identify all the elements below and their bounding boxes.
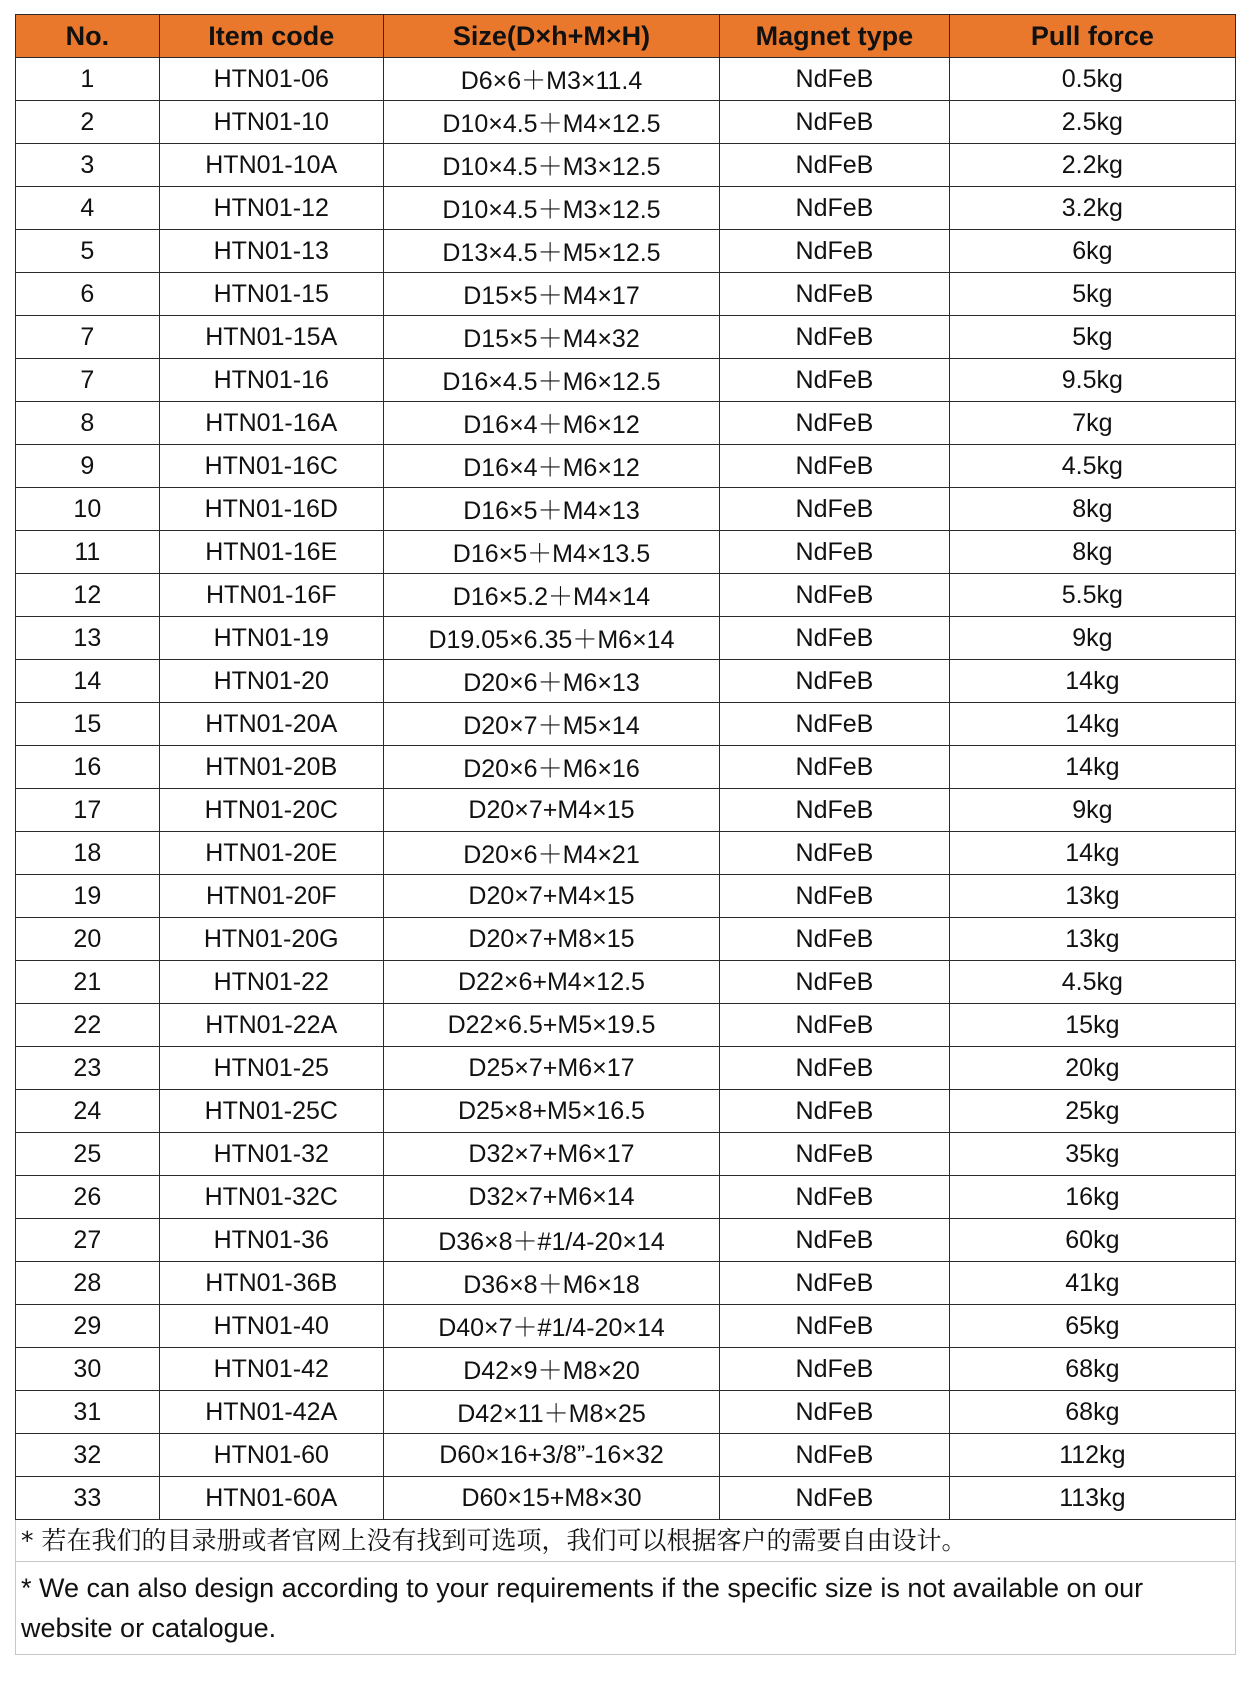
cell-magnet-type: NdFeB bbox=[720, 918, 950, 961]
cell-size: D25×8+M5×16.5 bbox=[383, 1090, 719, 1133]
cell-pull-force: 5kg bbox=[949, 273, 1235, 316]
table-row bbox=[16, 961, 1236, 1004]
cell-pull-force: 68kg bbox=[949, 1348, 1235, 1391]
cell-magnet-type: NdFeB bbox=[720, 1176, 950, 1219]
cell-pull-force: 0.5kg bbox=[949, 58, 1235, 101]
cell-no: 8 bbox=[16, 402, 160, 445]
cell-pull-force: 6kg bbox=[949, 230, 1235, 273]
table-header-row bbox=[16, 15, 1236, 58]
header-no: No. bbox=[16, 15, 160, 58]
cell-no: 15 bbox=[16, 703, 160, 746]
cell-item-code: HTN01-22 bbox=[159, 961, 383, 1004]
cell-size: D10×4.5＋M4×12.5 bbox=[383, 101, 719, 144]
table-row bbox=[16, 187, 1236, 230]
cell-pull-force: 68kg bbox=[949, 1391, 1235, 1434]
cell-pull-force: 112kg bbox=[949, 1434, 1235, 1477]
cell-size: D20×6＋M4×21 bbox=[383, 832, 719, 875]
cell-item-code: HTN01-15 bbox=[159, 273, 383, 316]
cell-pull-force: 20kg bbox=[949, 1047, 1235, 1090]
table-row bbox=[16, 1090, 1236, 1133]
cell-no: 6 bbox=[16, 273, 160, 316]
cell-size: D20×6＋M6×16 bbox=[383, 746, 719, 789]
cell-no: 20 bbox=[16, 918, 160, 961]
cell-no: 3 bbox=[16, 144, 160, 187]
cell-size: D15×5＋M4×17 bbox=[383, 273, 719, 316]
cell-pull-force: 25kg bbox=[949, 1090, 1235, 1133]
cell-item-code: HTN01-20C bbox=[159, 789, 383, 832]
cell-size: D16×5＋M4×13 bbox=[383, 488, 719, 531]
cell-size: D20×7+M8×15 bbox=[383, 918, 719, 961]
table-row bbox=[16, 1004, 1236, 1047]
cell-item-code: HTN01-60 bbox=[159, 1434, 383, 1477]
cell-item-code: HTN01-19 bbox=[159, 617, 383, 660]
cell-size: D40×7＋#1/4-20×14 bbox=[383, 1305, 719, 1348]
cell-magnet-type: NdFeB bbox=[720, 1434, 950, 1477]
cell-size: D20×7+M4×15 bbox=[383, 789, 719, 832]
cell-size: D16×5.2＋M4×14 bbox=[383, 574, 719, 617]
cell-magnet-type: NdFeB bbox=[720, 1391, 950, 1434]
cell-pull-force: 4.5kg bbox=[949, 961, 1235, 1004]
cell-item-code: HTN01-20G bbox=[159, 918, 383, 961]
table-row bbox=[16, 918, 1236, 961]
cell-pull-force: 9kg bbox=[949, 789, 1235, 832]
table-row bbox=[16, 101, 1236, 144]
cell-magnet-type: NdFeB bbox=[720, 1047, 950, 1090]
cell-item-code: HTN01-20E bbox=[159, 832, 383, 875]
cell-pull-force: 16kg bbox=[949, 1176, 1235, 1219]
cell-no: 22 bbox=[16, 1004, 160, 1047]
table-row bbox=[16, 574, 1236, 617]
cell-magnet-type: NdFeB bbox=[720, 574, 950, 617]
cell-no: 21 bbox=[16, 961, 160, 1004]
cell-magnet-type: NdFeB bbox=[720, 1477, 950, 1520]
cell-magnet-type: NdFeB bbox=[720, 1090, 950, 1133]
cell-no: 33 bbox=[16, 1477, 160, 1520]
cell-size: D16×4＋M6×12 bbox=[383, 402, 719, 445]
cell-size: D16×5＋M4×13.5 bbox=[383, 531, 719, 574]
cell-no: 2 bbox=[16, 101, 160, 144]
cell-item-code: HTN01-16C bbox=[159, 445, 383, 488]
cell-size: D42×11＋M8×25 bbox=[383, 1391, 719, 1434]
cell-no: 14 bbox=[16, 660, 160, 703]
cell-magnet-type: NdFeB bbox=[720, 402, 950, 445]
table-row bbox=[16, 230, 1236, 273]
table-row bbox=[16, 531, 1236, 574]
table-row bbox=[16, 617, 1236, 660]
cell-item-code: HTN01-20 bbox=[159, 660, 383, 703]
cell-pull-force: 8kg bbox=[949, 531, 1235, 574]
cell-item-code: HTN01-32C bbox=[159, 1176, 383, 1219]
cell-no: 23 bbox=[16, 1047, 160, 1090]
cell-pull-force: 3.2kg bbox=[949, 187, 1235, 230]
table-row bbox=[16, 1348, 1236, 1391]
cell-item-code: HTN01-16F bbox=[159, 574, 383, 617]
cell-item-code: HTN01-20F bbox=[159, 875, 383, 918]
table-row bbox=[16, 316, 1236, 359]
cell-item-code: HTN01-16A bbox=[159, 402, 383, 445]
cell-item-code: HTN01-32 bbox=[159, 1133, 383, 1176]
cell-size: D32×7+M6×17 bbox=[383, 1133, 719, 1176]
table-row bbox=[16, 445, 1236, 488]
cell-item-code: HTN01-10 bbox=[159, 101, 383, 144]
table-row bbox=[16, 402, 1236, 445]
cell-pull-force: 5.5kg bbox=[949, 574, 1235, 617]
cell-size: D10×4.5＋M3×12.5 bbox=[383, 187, 719, 230]
cell-item-code: HTN01-22A bbox=[159, 1004, 383, 1047]
cell-magnet-type: NdFeB bbox=[720, 703, 950, 746]
cell-magnet-type: NdFeB bbox=[720, 359, 950, 402]
cell-pull-force: 15kg bbox=[949, 1004, 1235, 1047]
cell-item-code: HTN01-16 bbox=[159, 359, 383, 402]
cell-item-code: HTN01-20A bbox=[159, 703, 383, 746]
cell-pull-force: 8kg bbox=[949, 488, 1235, 531]
cell-pull-force: 9.5kg bbox=[949, 359, 1235, 402]
cell-no: 11 bbox=[16, 531, 160, 574]
note-english: * We can also design according to your requirements if the specific size is not available on our website or catalogue. bbox=[21, 1573, 1144, 1643]
cell-no: 7 bbox=[16, 359, 160, 402]
note-chinese: * 若在我们的目录册或者官网上没有找到可选项，我们可以根据客户的需要自由设计。 bbox=[16, 1520, 1235, 1562]
cell-magnet-type: NdFeB bbox=[720, 488, 950, 531]
table-row bbox=[16, 703, 1236, 746]
table-row bbox=[16, 1477, 1236, 1520]
table-row bbox=[16, 875, 1236, 918]
cell-magnet-type: NdFeB bbox=[720, 746, 950, 789]
cell-item-code: HTN01-13 bbox=[159, 230, 383, 273]
cell-magnet-type: NdFeB bbox=[720, 1219, 950, 1262]
cell-item-code: HTN01-06 bbox=[159, 58, 383, 101]
cell-size: D15×5＋M4×32 bbox=[383, 316, 719, 359]
cell-size: D16×4＋M6×12 bbox=[383, 445, 719, 488]
cell-magnet-type: NdFeB bbox=[720, 187, 950, 230]
cell-pull-force: 14kg bbox=[949, 746, 1235, 789]
table-row bbox=[16, 1262, 1236, 1305]
cell-pull-force: 35kg bbox=[949, 1133, 1235, 1176]
cell-magnet-type: NdFeB bbox=[720, 1305, 950, 1348]
cell-magnet-type: NdFeB bbox=[720, 316, 950, 359]
cell-no: 26 bbox=[16, 1176, 160, 1219]
cell-magnet-type: NdFeB bbox=[720, 230, 950, 273]
cell-pull-force: 14kg bbox=[949, 703, 1235, 746]
cell-item-code: HTN01-36 bbox=[159, 1219, 383, 1262]
cell-pull-force: 14kg bbox=[949, 660, 1235, 703]
cell-pull-force: 2.2kg bbox=[949, 144, 1235, 187]
cell-pull-force: 14kg bbox=[949, 832, 1235, 875]
cell-size: D20×7+M4×15 bbox=[383, 875, 719, 918]
cell-no: 5 bbox=[16, 230, 160, 273]
cell-no: 30 bbox=[16, 1348, 160, 1391]
cell-no: 19 bbox=[16, 875, 160, 918]
table-row bbox=[16, 1133, 1236, 1176]
header-size: Size(D×h+M×H) bbox=[383, 15, 719, 58]
table-row bbox=[16, 144, 1236, 187]
cell-magnet-type: NdFeB bbox=[720, 1004, 950, 1047]
cell-magnet-type: NdFeB bbox=[720, 961, 950, 1004]
cell-item-code: HTN01-10A bbox=[159, 144, 383, 187]
header-item-code: Item code bbox=[159, 15, 383, 58]
cell-magnet-type: NdFeB bbox=[720, 58, 950, 101]
cell-no: 9 bbox=[16, 445, 160, 488]
notes-box bbox=[15, 1520, 1236, 1655]
cell-pull-force: 4.5kg bbox=[949, 445, 1235, 488]
table-row bbox=[16, 359, 1236, 402]
table-row bbox=[16, 1219, 1236, 1262]
cell-no: 7 bbox=[16, 316, 160, 359]
cell-item-code: HTN01-15A bbox=[159, 316, 383, 359]
cell-magnet-type: NdFeB bbox=[720, 789, 950, 832]
cell-pull-force: 13kg bbox=[949, 875, 1235, 918]
table-row bbox=[16, 789, 1236, 832]
cell-no: 18 bbox=[16, 832, 160, 875]
cell-size: D36×8＋#1/4-20×14 bbox=[383, 1219, 719, 1262]
cell-no: 29 bbox=[16, 1305, 160, 1348]
cell-no: 24 bbox=[16, 1090, 160, 1133]
cell-no: 28 bbox=[16, 1262, 160, 1305]
cell-size: D60×16+3/8”-16×32 bbox=[383, 1434, 719, 1477]
cell-size: D13×4.5＋M5×12.5 bbox=[383, 230, 719, 273]
cell-no: 1 bbox=[16, 58, 160, 101]
cell-size: D22×6.5+M5×19.5 bbox=[383, 1004, 719, 1047]
cell-size: D42×9＋M8×20 bbox=[383, 1348, 719, 1391]
table-row bbox=[16, 832, 1236, 875]
cell-item-code: HTN01-16D bbox=[159, 488, 383, 531]
cell-size: D10×4.5＋M3×12.5 bbox=[383, 144, 719, 187]
cell-no: 16 bbox=[16, 746, 160, 789]
cell-no: 13 bbox=[16, 617, 160, 660]
magnet-spec-table bbox=[15, 14, 1236, 1520]
cell-magnet-type: NdFeB bbox=[720, 1133, 950, 1176]
cell-item-code: HTN01-60A bbox=[159, 1477, 383, 1520]
cell-no: 17 bbox=[16, 789, 160, 832]
cell-magnet-type: NdFeB bbox=[720, 144, 950, 187]
cell-size: D32×7+M6×14 bbox=[383, 1176, 719, 1219]
cell-size: D6×6＋M3×11.4 bbox=[383, 58, 719, 101]
cell-pull-force: 13kg bbox=[949, 918, 1235, 961]
cell-item-code: HTN01-42A bbox=[159, 1391, 383, 1434]
table-row bbox=[16, 1391, 1236, 1434]
header-pull-force: Pull force bbox=[949, 15, 1235, 58]
cell-pull-force: 2.5kg bbox=[949, 101, 1235, 144]
cell-item-code: HTN01-25 bbox=[159, 1047, 383, 1090]
cell-pull-force: 60kg bbox=[949, 1219, 1235, 1262]
cell-item-code: HTN01-12 bbox=[159, 187, 383, 230]
cell-no: 32 bbox=[16, 1434, 160, 1477]
cell-magnet-type: NdFeB bbox=[720, 660, 950, 703]
cell-magnet-type: NdFeB bbox=[720, 617, 950, 660]
spec-sheet bbox=[15, 14, 1236, 1655]
cell-item-code: HTN01-40 bbox=[159, 1305, 383, 1348]
cell-item-code: HTN01-36B bbox=[159, 1262, 383, 1305]
cell-no: 12 bbox=[16, 574, 160, 617]
cell-size: D36×8＋M6×18 bbox=[383, 1262, 719, 1305]
cell-pull-force: 113kg bbox=[949, 1477, 1235, 1520]
cell-size: D20×7＋M5×14 bbox=[383, 703, 719, 746]
table-row bbox=[16, 273, 1236, 316]
cell-size: D25×7+M6×17 bbox=[383, 1047, 719, 1090]
cell-size: D19.05×6.35＋M6×14 bbox=[383, 617, 719, 660]
table-row bbox=[16, 58, 1236, 101]
cell-item-code: HTN01-42 bbox=[159, 1348, 383, 1391]
cell-pull-force: 7kg bbox=[949, 402, 1235, 445]
cell-no: 27 bbox=[16, 1219, 160, 1262]
table-row bbox=[16, 1176, 1236, 1219]
cell-magnet-type: NdFeB bbox=[720, 273, 950, 316]
cell-magnet-type: NdFeB bbox=[720, 1348, 950, 1391]
cell-magnet-type: NdFeB bbox=[720, 531, 950, 574]
cell-pull-force: 65kg bbox=[949, 1305, 1235, 1348]
cell-no: 10 bbox=[16, 488, 160, 531]
cell-no: 4 bbox=[16, 187, 160, 230]
table-row bbox=[16, 1047, 1236, 1090]
cell-magnet-type: NdFeB bbox=[720, 101, 950, 144]
cell-size: D60×15+M8×30 bbox=[383, 1477, 719, 1520]
table-row bbox=[16, 1305, 1236, 1348]
cell-no: 25 bbox=[16, 1133, 160, 1176]
cell-item-code: HTN01-20B bbox=[159, 746, 383, 789]
cell-magnet-type: NdFeB bbox=[720, 875, 950, 918]
cell-item-code: HTN01-25C bbox=[159, 1090, 383, 1133]
cell-pull-force: 9kg bbox=[949, 617, 1235, 660]
header-magnet-type: Magnet type bbox=[720, 15, 950, 58]
cell-magnet-type: NdFeB bbox=[720, 1262, 950, 1305]
table-row bbox=[16, 488, 1236, 531]
cell-size: D20×6＋M6×13 bbox=[383, 660, 719, 703]
cell-pull-force: 41kg bbox=[949, 1262, 1235, 1305]
table-row bbox=[16, 660, 1236, 703]
cell-magnet-type: NdFeB bbox=[720, 445, 950, 488]
cell-pull-force: 5kg bbox=[949, 316, 1235, 359]
cell-magnet-type: NdFeB bbox=[720, 832, 950, 875]
cell-size: D22×6+M4×12.5 bbox=[383, 961, 719, 1004]
table-body bbox=[16, 58, 1236, 1520]
cell-no: 31 bbox=[16, 1391, 160, 1434]
cell-item-code: HTN01-16E bbox=[159, 531, 383, 574]
table-row bbox=[16, 1434, 1236, 1477]
table-row bbox=[16, 746, 1236, 789]
cell-size: D16×4.5＋M6×12.5 bbox=[383, 359, 719, 402]
